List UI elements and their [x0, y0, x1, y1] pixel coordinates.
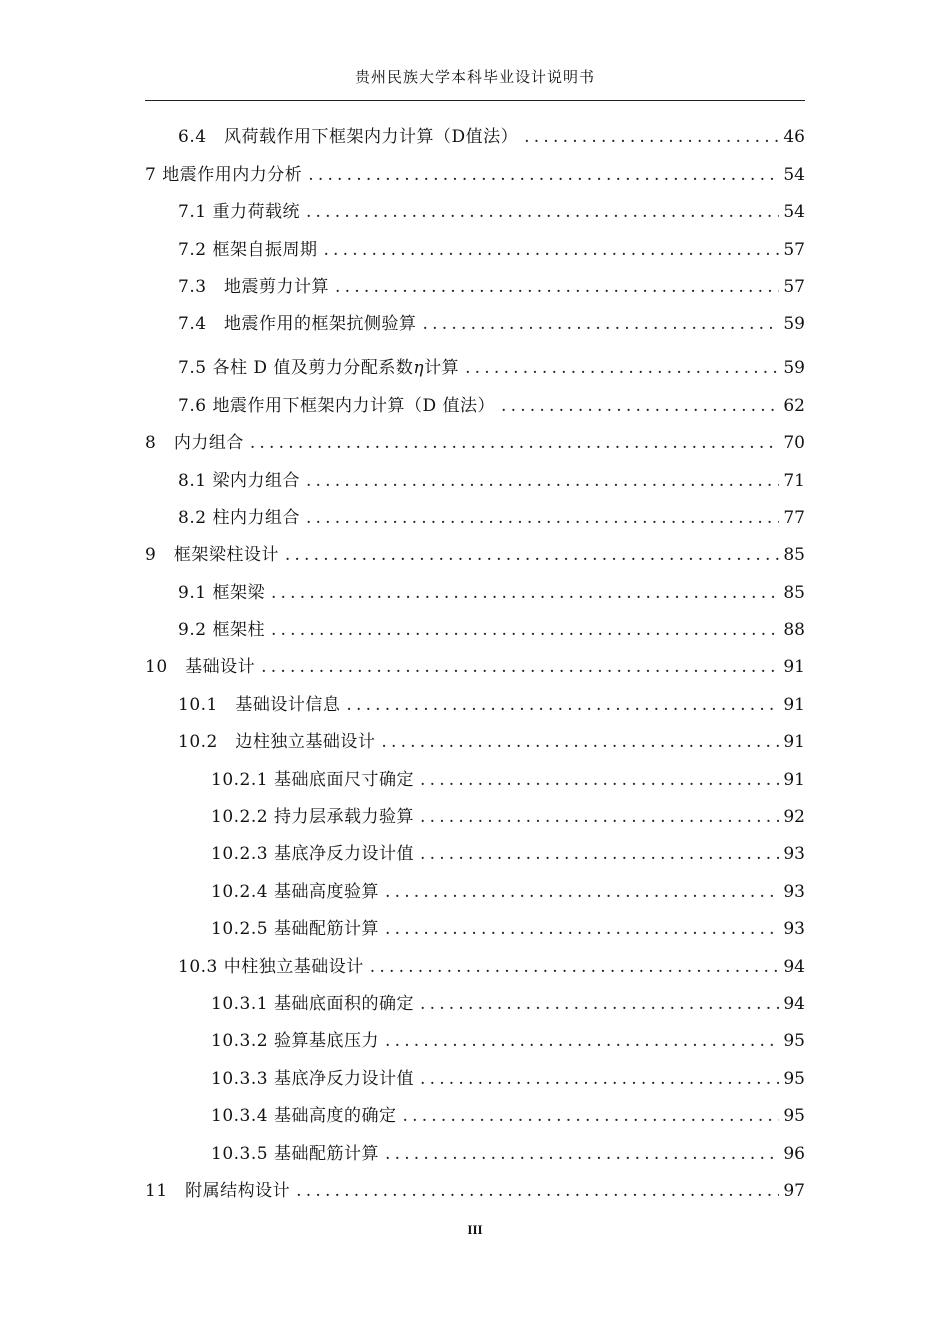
toc-dot-leader [420, 994, 779, 1014]
toc-entry-title [178, 309, 417, 334]
toc-entry-page-number: 92 [783, 807, 805, 828]
toc-entry-title-text: 10.3.1 基础底面积的确定 [211, 993, 414, 1014]
toc-dot-leader [385, 1144, 779, 1164]
header-title: 贵州民族大学本科毕业设计说明书 [354, 68, 595, 86]
toc-entry-title-text: 10.3.3 基底净反力设计值 [211, 1068, 414, 1089]
toc-entry[interactable] [0, 758, 950, 795]
toc-entry-page-number: 91 [783, 732, 805, 753]
toc-entry[interactable] [0, 1095, 950, 1132]
toc-entry[interactable] [0, 1057, 950, 1094]
toc-entry-title [145, 428, 244, 453]
toc-entry[interactable] [0, 340, 950, 384]
toc-entry-page-number: 95 [783, 1068, 805, 1089]
toc-dot-leader [261, 657, 779, 677]
toc-dot-leader [420, 844, 779, 864]
toc-entry-title [211, 1026, 379, 1051]
toc-entry-page-number: 54 [783, 164, 805, 185]
toc-entry-title-text: 10.3.5 基础配筋计算 [211, 1143, 379, 1164]
toc-entry-title-text: 10.2.5 基础配筋计算 [211, 919, 379, 940]
toc-dot-leader [335, 277, 779, 297]
toc-entry-page-number: 94 [783, 993, 805, 1014]
toc-entry-page-number: 85 [783, 582, 805, 603]
toc-dot-leader [420, 770, 779, 790]
toc-dot-leader [420, 807, 779, 827]
toc-entry-title [178, 235, 317, 260]
toc-entry-title [211, 877, 379, 902]
toc-dot-leader [423, 314, 779, 334]
toc-entry-title-text: 10.2.3 基底净反力设计值 [211, 844, 414, 865]
toc-entry[interactable] [0, 116, 950, 153]
toc-dot-leader [465, 358, 779, 378]
toc-entry-title-text: 7.1 重力荷载统 [178, 202, 300, 223]
toc-entry-title-text: 7.6 地震作用下框架内力计算（D 值法） [178, 395, 495, 416]
toc-entry-title-text: 7 地震作用内力分析 [145, 164, 303, 185]
toc-dot-leader [346, 695, 779, 715]
toc-entry[interactable] [0, 534, 950, 571]
toc-entry-page-number: 91 [783, 769, 805, 790]
toc-entry-title [178, 578, 265, 603]
toc-dot-leader [524, 127, 779, 147]
toc-dot-leader [370, 957, 779, 977]
toc-entry-page-number: 91 [783, 694, 805, 715]
toc-entry-title-text: 7.5 各柱 D 值及剪力分配系数 [178, 358, 414, 379]
toc-entry-title [178, 197, 300, 222]
toc-entry-title-text: 7.4 地震作用的框架抗侧验算 [178, 314, 417, 335]
toc-entry-page-number: 46 [783, 127, 805, 148]
toc-entry-page-number: 95 [783, 1106, 805, 1127]
toc-entry-title [178, 272, 329, 297]
toc-entry-title-text: 10.3.4 基础高度的确定 [211, 1106, 397, 1127]
toc-entry[interactable] [0, 870, 950, 907]
toc-entry[interactable] [0, 191, 950, 228]
toc-entry[interactable] [0, 459, 950, 496]
toc-entry-page-number: 95 [783, 1031, 805, 1052]
toc-dot-leader [385, 1031, 779, 1051]
toc-entry-title-text: 11 附属结构设计 [145, 1180, 291, 1201]
toc-dot-leader [250, 433, 779, 453]
toc-entry-title-text: 10.2.1 基础底面尺寸确定 [211, 769, 414, 790]
toc-entry-title-text: 10.3.2 验算基底压力 [211, 1031, 379, 1052]
toc-entry[interactable] [0, 571, 950, 608]
toc-entry[interactable] [0, 1170, 950, 1207]
toc-entry[interactable] [0, 1132, 950, 1169]
toc-entry-title [178, 690, 340, 715]
toc-entry-title-text: 6.4 风荷载作用下框架内力计算（D值法） [178, 127, 519, 148]
toc-entry-title-text: 10.2 边柱独立基础设计 [178, 732, 376, 753]
toc-entry-title-text: 9 框架梁柱设计 [145, 545, 279, 566]
toc-entry-title-text: 10.2.4 基础高度验算 [211, 881, 379, 902]
toc-entry-title-text: 8 内力组合 [145, 433, 244, 454]
toc-entry-title-text: 7.3 地震剪力计算 [178, 276, 330, 297]
toc-entry[interactable] [0, 721, 950, 758]
toc-entry[interactable] [0, 833, 950, 870]
toc-dot-leader [420, 1069, 779, 1089]
toc-entry-title [145, 652, 255, 677]
toc-entry[interactable] [0, 497, 950, 534]
toc-entry[interactable] [0, 266, 950, 303]
toc-entry[interactable] [0, 646, 950, 683]
toc-dot-leader [501, 396, 779, 416]
toc-entry[interactable] [0, 384, 950, 421]
toc-entry-title [211, 989, 414, 1014]
toc-dot-leader [306, 471, 779, 491]
toc-entry-title-text: 8.2 柱内力组合 [178, 507, 300, 528]
toc-dot-leader [385, 919, 779, 939]
toc-entry-page-number: 88 [783, 620, 805, 641]
toc-dot-leader [308, 165, 779, 185]
toc-entry-title [211, 1101, 396, 1126]
toc-entry-page-number: 93 [783, 844, 805, 865]
toc-entry-title-text: 10.1 基础设计信息 [178, 694, 341, 715]
toc-entry-page-number: 85 [783, 545, 805, 566]
toc-entry-title [145, 1176, 290, 1201]
toc-entry-title-text: 7.2 框架自振周期 [178, 239, 318, 260]
toc-entry[interactable] [0, 1020, 950, 1057]
toc-entry[interactable] [0, 422, 950, 459]
toc-entry-title [178, 503, 300, 528]
toc-entry-title [211, 1139, 379, 1164]
toc-entry-page-number: 71 [783, 470, 805, 491]
toc-entry-title-text: 9.2 框架柱 [178, 620, 265, 641]
toc-dot-leader [306, 202, 779, 222]
toc-dot-leader [323, 240, 779, 260]
toc-entry-title-text: 10.3 中柱独立基础设计 [178, 956, 364, 977]
toc-entry-title [178, 466, 300, 491]
toc-entry-title [178, 952, 364, 977]
toc-entry-title [211, 802, 414, 827]
toc-entry-title-symbol: η [413, 358, 425, 379]
toc-dot-leader [381, 732, 779, 752]
toc-entry-title [178, 615, 265, 640]
toc-entry[interactable] [0, 303, 950, 340]
page-header [0, 66, 950, 87]
toc-entry-title-suffix: 计算 [424, 358, 460, 379]
toc-entry-page-number: 70 [783, 433, 805, 454]
toc-entry[interactable] [0, 153, 950, 190]
toc-entry-title [211, 914, 379, 939]
toc-entry-title [178, 122, 518, 147]
toc-entry[interactable] [0, 609, 950, 646]
toc-entry-title [211, 839, 414, 864]
toc-entry-page-number: 57 [783, 276, 805, 297]
toc-dot-leader [306, 508, 779, 528]
toc-dot-leader [402, 1106, 779, 1126]
toc-dot-leader [271, 583, 779, 603]
toc-entry[interactable] [0, 683, 950, 720]
toc-entry-page-number: 62 [783, 395, 805, 416]
toc-entry-page-number: 59 [783, 358, 805, 379]
toc-entry-title [211, 765, 414, 790]
toc-entry-page-number: 97 [783, 1180, 805, 1201]
toc-entry-page-number: 93 [783, 919, 805, 940]
toc-entry-title [145, 540, 279, 565]
toc-dot-leader [296, 1181, 779, 1201]
table-of-contents [0, 116, 950, 1207]
toc-entry-title-text: 8.1 梁内力组合 [178, 470, 300, 491]
toc-entry[interactable] [0, 796, 950, 833]
page-footer [0, 1222, 950, 1238]
toc-entry-title-text: 10 基础设计 [145, 657, 256, 678]
toc-dot-leader [385, 882, 779, 902]
toc-entry[interactable] [0, 908, 950, 945]
toc-entry-page-number: 54 [783, 202, 805, 223]
toc-entry-title [145, 160, 302, 185]
header-divider [145, 100, 805, 101]
toc-entry-title-text: 10.2.2 持力层承载力验算 [211, 807, 414, 828]
toc-entry-title [178, 391, 495, 416]
toc-entry-title-text: 9.1 框架梁 [178, 582, 265, 603]
toc-entry-page-number: 59 [783, 314, 805, 335]
toc-entry-page-number: 57 [783, 239, 805, 260]
toc-entry[interactable] [0, 983, 950, 1020]
toc-entry-page-number: 94 [783, 956, 805, 977]
toc-entry[interactable] [0, 228, 950, 265]
toc-dot-leader [285, 545, 779, 565]
toc-entry-page-number: 93 [783, 881, 805, 902]
footer-page-number: III [467, 1222, 483, 1237]
toc-entry-page-number: 77 [783, 507, 805, 528]
toc-dot-leader [271, 620, 779, 640]
toc-entry-title [178, 727, 375, 752]
toc-entry-title [178, 353, 459, 378]
toc-entry-page-number: 96 [783, 1143, 805, 1164]
toc-entry[interactable] [0, 945, 950, 982]
toc-entry-page-number: 91 [783, 657, 805, 678]
toc-entry-title [211, 1064, 414, 1089]
